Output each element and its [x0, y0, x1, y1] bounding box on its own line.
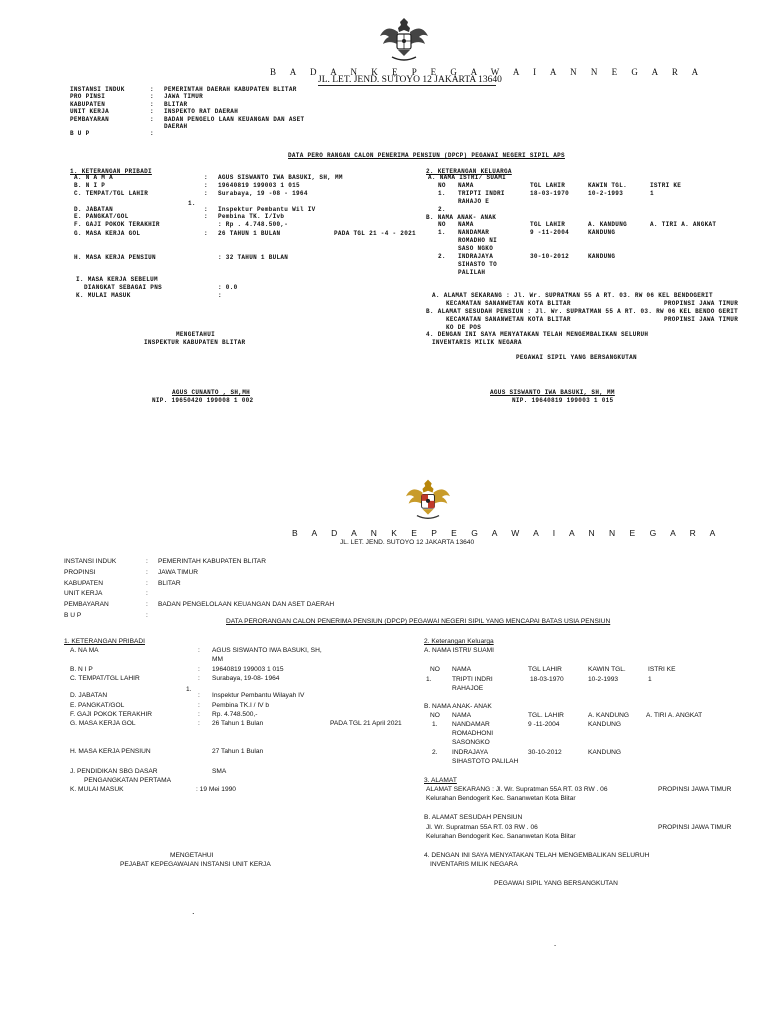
start-label: K. MULAI MASUK — [70, 786, 124, 793]
child-dob: 30-10-2012 — [530, 253, 570, 260]
child-name: NANDAMAR — [452, 721, 490, 728]
personal-label: C. TEMPAT/TGL LAHIR — [70, 675, 140, 682]
spouse-col-header: TGL LAHIR — [530, 182, 566, 189]
children-heading: B. NAMA ANAK- ANAK — [424, 703, 492, 710]
spouse-col-header: KAWIN TGL. — [588, 666, 626, 673]
children-col-header: A. TIRI A. ANGKAT — [650, 221, 717, 228]
header-value: PEMERINTAH KABUPATEN BLITAR — [158, 558, 266, 565]
children-heading: B. NAMA ANAK- ANAK — [426, 214, 497, 221]
spouse-wife-no: 1 — [650, 190, 654, 197]
children-col-header: NAMA — [452, 712, 472, 719]
personal-colon: : — [198, 702, 200, 709]
personal-label: C. TEMPAT/TGL LAHIR — [74, 190, 149, 197]
header-colon: : — [150, 100, 154, 108]
child-dob: 30-10-2012 — [528, 749, 562, 756]
agency-title: B A D A N K E P E G A W A I A N N E G A R A — [292, 528, 722, 538]
spouse-heading: A. NAMA ISTRI/ SUAMI — [424, 647, 494, 654]
child-no: 1. — [432, 721, 438, 728]
personal-value: AGUS SISWANTO IWA BASUKI, SH, MM — [218, 174, 343, 181]
child-dob: 9 -11-2004 — [530, 229, 570, 236]
child-no: 2. — [432, 749, 438, 756]
header-colon: : — [146, 558, 148, 565]
personal-value: Inspektur Pembantu Wilayah IV — [212, 692, 305, 699]
prior-work-label-2: DIANGKAT SEBAGAI PNS — [84, 284, 163, 291]
statement-line-1: 4. DENGAN INI SAYA MENYATAKAN TELAH MENGEMBALIKAN SELURUH — [426, 331, 649, 338]
spouse-dob: 18-03-1970 — [530, 190, 570, 197]
personal-value: Surabaya, 19 -08 - 1964 — [218, 190, 308, 197]
children-col-header: TGL LAHIR — [530, 221, 566, 228]
header-value: PEMERINTAH DAERAH KABUPATEN BLITAR — [164, 86, 297, 93]
header-colon: : — [150, 86, 154, 93]
header-label: PEMBAYARAN — [64, 601, 109, 609]
address-after-line-1: Jl. Wr. Supratman 55A RT. 03 RW . 06 — [426, 824, 538, 831]
knowing-office: INSPEKTUR KABUPATEN BLITAR — [144, 339, 246, 346]
personal-label: E. PANGKAT/GOL — [70, 702, 125, 709]
address-line: KECAMATAN SANANWETAN KOTA BLITAR — [446, 316, 571, 323]
education-label-1: J. PENDIDIKAN SBG DASAR — [70, 768, 158, 775]
agency-title: B A D A N K E P E G A W A I A N N E G A R A — [270, 67, 705, 77]
left-signatory-nip: NIP. 19650420 199008 1 002 — [152, 397, 254, 404]
personal-colon: : — [204, 182, 208, 189]
pension-label: H. MASA KERJA PENSIUN — [74, 254, 156, 261]
child-name: PALILAH — [458, 269, 486, 276]
doc-title: DATA PERO RANGAN CALON PENERIMA PENSIUN (DPCP) PEGAWAI NEGERI SIPIL APS — [288, 152, 565, 159]
pension-value: 27 Tahun 1 Bulan — [212, 748, 264, 755]
personal-label: D. JABATAN — [74, 206, 114, 213]
personal-label: E. PANGKAT/GOL — [74, 213, 129, 220]
spouse-name: RAHAJO E — [458, 198, 490, 205]
province-after: PROPINSI JAWA TIMUR — [664, 316, 739, 323]
spouse-col-header: NAMA — [458, 182, 474, 189]
personal-value: 26 Tahun 1 Bulan — [212, 720, 264, 727]
child-status: KANDUNG — [588, 253, 616, 260]
start-label: K. MULAI MASUK — [76, 292, 131, 299]
header-label: KABUPATEN — [70, 100, 106, 108]
agency-address: JL. LET. JEND. SUTOYO 12 JAKARTA 13640 — [318, 75, 502, 85]
child-name: ROMADHONI — [452, 730, 494, 737]
personal-value: Surabaya, 19-08- 1964 — [212, 675, 280, 682]
knowing-label: MENGETAHUI — [176, 331, 216, 338]
statement-line-2: INVENTARIS MILIK NEGARA — [432, 339, 522, 346]
spouse-col-header: KAWIN TGL. — [588, 182, 628, 189]
right-signatory-name: AGUS SISWANTO IWA BASUKI, SH, MM — [490, 389, 615, 396]
pension-value: : 32 TAHUN 1 BULAN — [218, 254, 289, 261]
statement-line-2: INVENTARIS MILIK NEGARA — [430, 861, 518, 868]
start-value: : — [218, 292, 222, 299]
child-status: KANDUNG — [588, 721, 621, 728]
header-label: PROPINSI — [64, 568, 96, 576]
header-label: B U P — [64, 612, 82, 619]
personal-label: G. MASA KERJA GOL — [74, 230, 141, 237]
header-label: UNIT KERJA — [70, 108, 110, 116]
children-col-header: TGL. LAHIR — [528, 712, 564, 719]
address-heading: 3. ALAMAT — [424, 777, 457, 784]
garuda-emblem-icon — [404, 476, 452, 522]
child-no: 2. — [438, 253, 446, 260]
spouse-name: TRIPTI INDRI — [452, 676, 493, 683]
province-after: PROPINSI JAWA TIMUR — [658, 824, 732, 831]
pension-label: H. MASA KERJA PENSIUN — [70, 748, 151, 755]
address-line: KECAMATAN SANANWETAN KOTA BLITAR — [446, 300, 571, 307]
header-value: JAWA TIMUR — [158, 568, 199, 576]
child-status: KANDUNG — [588, 749, 621, 756]
stray-dot: . — [192, 906, 195, 916]
personal-colon: : — [198, 675, 200, 682]
header-colon: : — [146, 601, 148, 609]
spouse-name: RAHAJOE — [452, 685, 484, 692]
children-col-header: A. KANDUNG — [588, 712, 630, 719]
child-name: INDRAJAYA — [452, 749, 489, 756]
spouse-col-header: NO — [430, 666, 440, 673]
spouse-no: 2. — [438, 206, 446, 213]
address-after-heading: B. ALAMAT SESUDAH PENSIUN — [424, 814, 523, 821]
spouse-married: 10-2-1993 — [588, 676, 619, 683]
header-colon: : — [150, 93, 154, 101]
left-signatory-name: AGUS CUNANTO , SH,MH — [172, 389, 251, 396]
family-heading: 2. KETERANGAN KELUARGA — [426, 168, 512, 175]
address-underline — [318, 85, 496, 86]
header-label: KABUPATEN — [64, 579, 103, 587]
personal-colon: : — [204, 174, 208, 181]
address-now-line-1: ALAMAT SEKARANG : Jl. Wr. Supratman 55A RT. 03 RW . 06 — [426, 786, 608, 793]
header-colon: : — [146, 612, 148, 619]
address-line: KO DE POS — [446, 324, 482, 331]
child-no: 1. — [438, 229, 446, 236]
header-label: INSTANSI INDUK — [70, 86, 125, 93]
header-value: INSPEKTO RAT DAERAH — [164, 108, 239, 116]
header-colon: : — [150, 115, 154, 123]
header-colon: : — [150, 130, 154, 138]
child-name: SASO NGKO — [458, 245, 494, 252]
header-value: DAERAH — [164, 123, 188, 130]
personal-label: F. GAJI POKOK TERAKHIR — [74, 221, 160, 228]
child-name: NANDAMAR — [458, 229, 490, 236]
header-value: BADAN PENGELOLAAN KEUANGAN DAN ASET DAERAH — [158, 601, 335, 609]
stray-dash: - — [554, 942, 557, 949]
address-line: A. ALAMAT SEKARANG : Jl. Wr. SUPRATMAN 55 A RT. 03. RW 06 KEL BENDOGERIT — [432, 292, 713, 299]
child-status: KANDUNG — [588, 229, 616, 236]
personal-value: 26 TAHUN 1 BULAN — [218, 230, 281, 237]
province-now: PROPINSI JAWA TIMUR — [664, 300, 739, 307]
personal-colon: : — [204, 230, 208, 237]
personal-colon: : — [198, 711, 200, 718]
header-colon: : — [150, 108, 154, 116]
spouse-col-header: TGL LAHIR — [528, 666, 562, 673]
personal-label: B. N I P — [70, 666, 93, 673]
doc-title: DATA PERORANGAN CALON PENERIMA PENSIUN (DPCP) PEGAWAI NEGERI SIPIL YANG MENCAPAI BATAS USIA PENSIUN — [226, 618, 611, 625]
personal-value: Rp. 4.748.500,- — [212, 711, 258, 718]
prior-work-label-1: I. MASA KERJA SEBELUM — [76, 276, 158, 283]
header-value: BLITAR — [158, 579, 181, 587]
province-now: PROPINSI JAWA TIMUR — [658, 786, 732, 793]
right-signatory-nip: NIP. 19640819 199003 1 015 — [512, 397, 614, 404]
spouse-wife-no: 1 — [648, 676, 652, 683]
employee-caption: PEGAWAI SIPIL YANG BERSANGKUTAN — [494, 880, 618, 887]
personal-label: B. N I P — [74, 182, 106, 189]
personal-colon: : — [198, 647, 200, 654]
address-after-line-2: Kelurahan Bendogerit Kec. Sananwetan Kota Blitar — [426, 833, 576, 840]
children-col-header: NO — [438, 221, 446, 228]
child-name: INDRAJAYA — [458, 253, 494, 260]
personal-heading: 1. KETERANGAN PRIBADI — [64, 638, 145, 645]
child-name: SIHASTOTO PALILAH — [452, 758, 519, 765]
child-name: ROMADHO NI — [458, 237, 498, 244]
family-heading: 2. Keterangan Keluarga — [424, 638, 494, 645]
children-col-header: A. KANDUNG — [588, 221, 628, 228]
knowing-office: PEJABAT KEPEGAWAIAN INSTANSI UNIT KERJA — [120, 861, 271, 868]
address-line: B. ALAMAT SESUDAH PENSIUN : Jl. Wr. SUPRATMAN 55 A RT. 03. RW 06 KEL BENDO GERIT — [426, 308, 739, 315]
header-label: PEMBAYARAN — [70, 115, 110, 123]
personal-label: A. NA MA — [70, 647, 99, 654]
child-dob: 9 -11-2004 — [528, 721, 560, 728]
children-col-header: A. TIRI A. ANGKAT — [646, 712, 703, 719]
personal-label: D. JABATAN — [70, 692, 108, 699]
education-label-2: PENGANGKATAN PERTAMA — [84, 777, 172, 784]
spouse-col-header: ISTRI KE — [648, 666, 676, 673]
personal-value: Inspektur Pembantu Wil IV — [218, 206, 316, 213]
personal-colon: : — [204, 190, 208, 197]
start-value: : 19 Mei 1990 — [196, 786, 236, 793]
header-label: PRO PINSI — [70, 93, 106, 101]
header-value: BADAN PENGELO LAAN KEUANGAN DAN ASET — [164, 115, 305, 123]
personal-value: MM — [212, 656, 223, 663]
personal-heading: 1. KETERANGAN PRIBADI — [70, 168, 152, 175]
garuda-emblem-icon — [378, 14, 430, 64]
prior-work-value: : 0.0 — [218, 284, 238, 291]
personal-colon: : — [198, 720, 200, 727]
personal-value: : Rp . 4.748.500,- — [218, 221, 289, 228]
pada-tgl: PADA TGL 21 April 2021 — [330, 720, 402, 727]
address-now-line-2: Kelurahan Bendogerit Kec. Sananwetan Kota Blitar — [426, 795, 576, 802]
personal-label: A. N A M A — [74, 174, 114, 181]
spouse-col-header: NO — [438, 182, 446, 189]
personal-value: Pembina TK.I / IV b — [212, 702, 270, 709]
agency-address: JL. LET. JEND. SUTOYO 12 JAKARTA 13640 — [340, 539, 475, 546]
personal-value: Pembina TK. I/Ivb — [218, 213, 285, 220]
header-label: B U P — [70, 130, 90, 138]
knowing-label: MENGETAHUI — [170, 852, 214, 859]
personal-colon: : — [198, 692, 200, 699]
child-name: SIHASTO TO — [458, 261, 498, 268]
pada-tgl: PADA TGL 21 -4 - 2021 — [334, 230, 416, 237]
children-col-header: NAMA — [458, 221, 474, 228]
item-one-marker: 1. — [186, 686, 192, 693]
personal-value: AGUS SISWANTO IWA BASUKI, SH, — [212, 647, 322, 654]
header-colon: : — [146, 568, 148, 576]
children-col-header: NO — [430, 712, 440, 719]
personal-colon: : — [198, 666, 200, 673]
spouse-married: 10-2-1993 — [588, 190, 624, 197]
statement-line-1: 4. DENGAN INI SAYA MENYATAKAN TELAH MENGEMBALIKAN SELURUH — [424, 852, 650, 859]
spouse-no: 1. — [426, 676, 432, 683]
spouse-heading: A. NAMA ISTRI/ SUAMI — [428, 174, 507, 181]
personal-value: 19640819 199003 1 015 — [218, 182, 300, 189]
spouse-col-header: ISTRI KE — [650, 182, 682, 189]
item-one-marker: 1. — [188, 200, 196, 207]
spouse-name: TRIPTI INDRI — [458, 190, 505, 197]
header-value: JAWA TIMUR — [164, 93, 204, 101]
personal-colon: : — [204, 213, 208, 220]
spouse-col-header: NAMA — [452, 666, 472, 673]
employee-caption: PEGAWAI SIPIL YANG BERSANGKUTAN — [516, 354, 637, 361]
header-colon: : — [146, 579, 148, 587]
personal-label: F. GAJI POKOK TERAKHIR — [70, 711, 152, 718]
personal-value: 19640819 199003 1 015 — [212, 666, 284, 673]
personal-colon: : — [204, 206, 208, 213]
child-name: SASONGKO — [452, 739, 490, 746]
header-value: BLITAR — [164, 100, 188, 108]
spouse-dob: 18-03-1970 — [530, 676, 564, 683]
header-label: UNIT KERJA — [64, 590, 103, 598]
personal-label: G. MASA KERJA GOL — [70, 720, 136, 727]
header-label: INSTANSI INDUK — [64, 558, 117, 565]
header-colon: : — [146, 590, 148, 598]
education-value: SMA — [212, 768, 227, 775]
spouse-no: 1. — [438, 190, 446, 197]
